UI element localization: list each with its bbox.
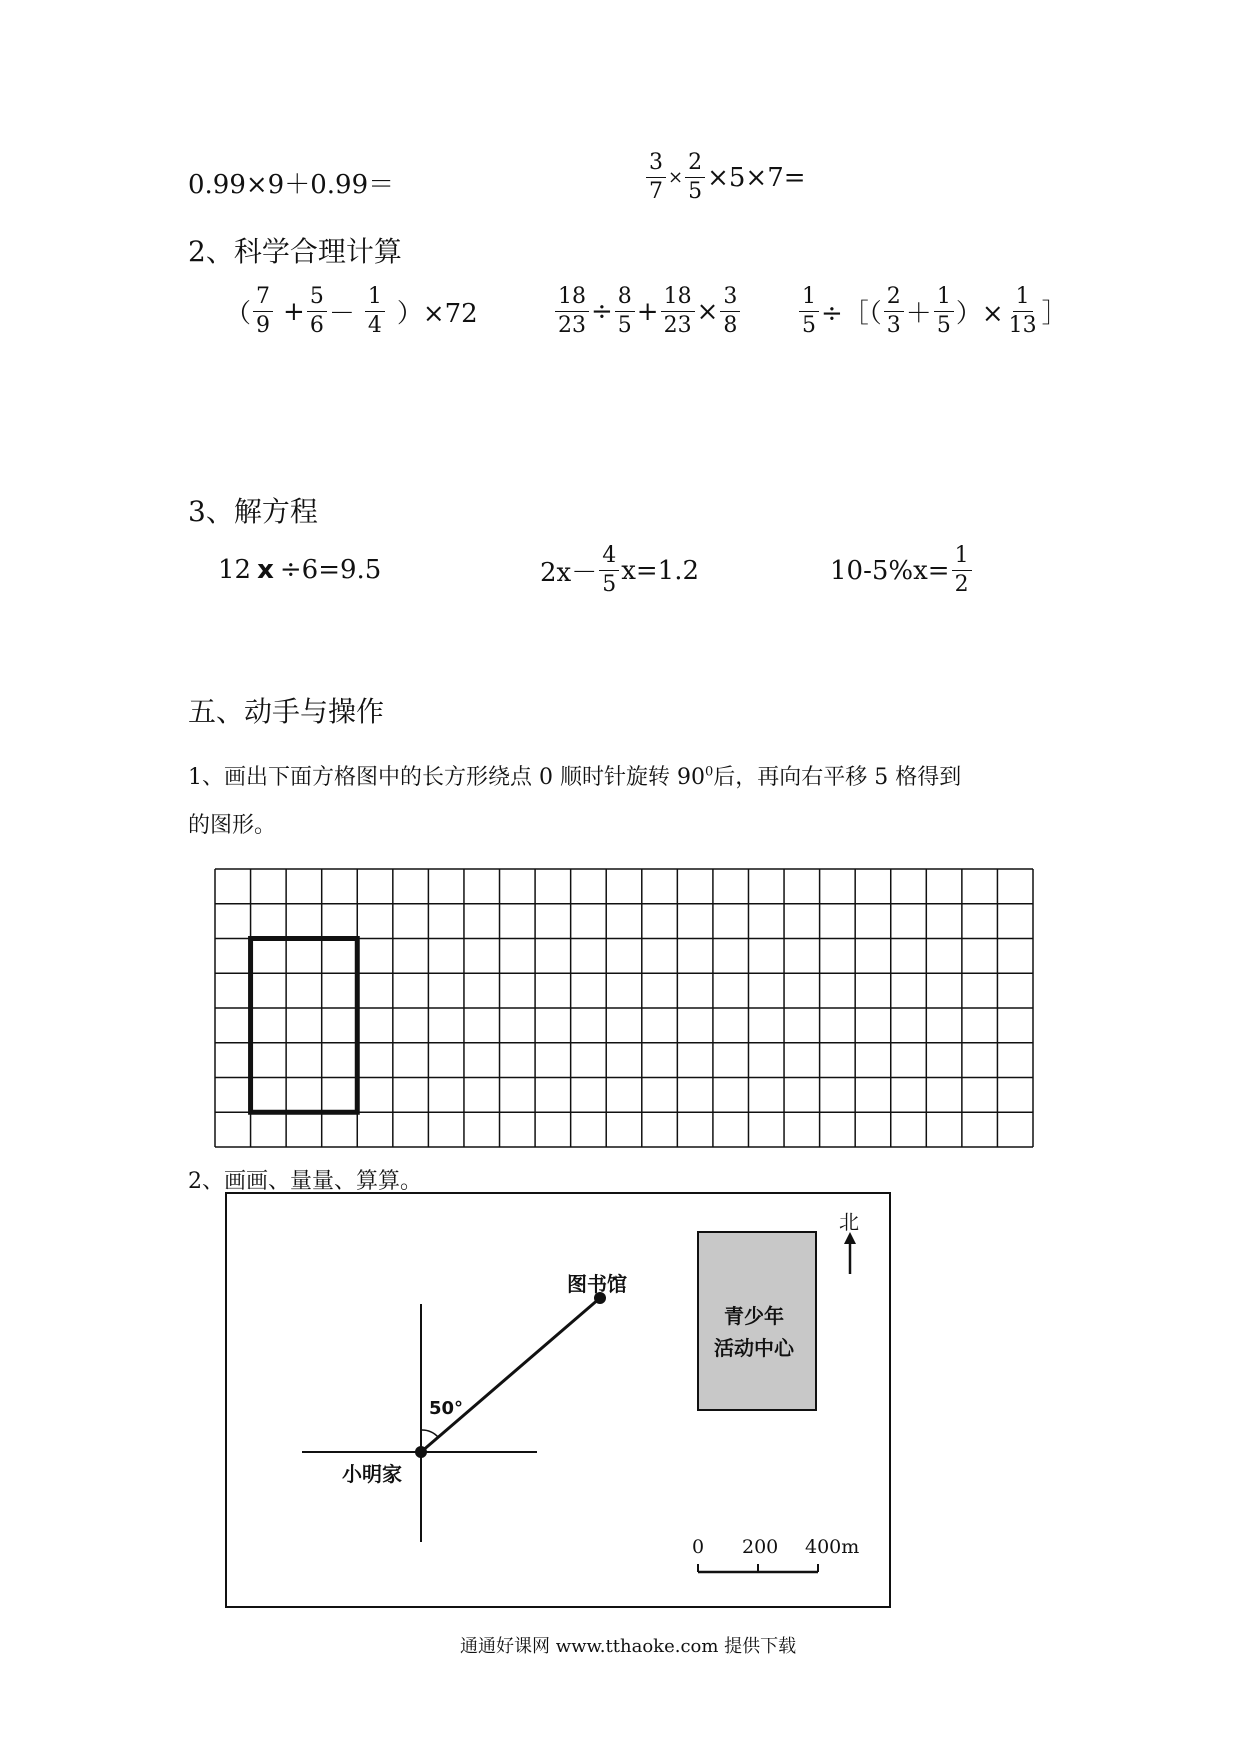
youth-center-label-2: 活动中心 bbox=[714, 1336, 794, 1360]
fraction: $\frac{3}{7}$ bbox=[646, 152, 666, 203]
fraction: $\frac{1}{5}$ bbox=[799, 286, 819, 337]
scale-label-200: 200 bbox=[742, 1536, 779, 1558]
youth-center-label-1: 青少年 bbox=[724, 1304, 784, 1328]
fraction: $\frac{18}{23}$ bbox=[555, 286, 589, 337]
map-frame bbox=[225, 1192, 891, 1608]
fraction: $\frac{18}{23}$ bbox=[661, 286, 695, 337]
scale-label-0: 0 bbox=[692, 1536, 705, 1558]
fraction: $\frac{1}{2}$ bbox=[952, 545, 972, 596]
section-5-title: 五、动手与操作 bbox=[188, 695, 385, 728]
angle-label: 50° bbox=[429, 1398, 464, 1419]
home-label: 小明家 bbox=[342, 1462, 402, 1486]
equation-3: 10-5%x= $\frac{1}{2}$ bbox=[830, 545, 974, 596]
fraction: $\frac{3}{8}$ bbox=[720, 286, 740, 337]
equation-2: 2x－ $\frac{4}{5}$ x=1.2 bbox=[540, 543, 700, 597]
footer-text: 通通好课网 www.tthaoke.com 提供下载 bbox=[460, 1636, 797, 1657]
fraction: $\frac{2}{5}$ bbox=[685, 152, 705, 203]
question-1-text-line2: 的图形。 bbox=[188, 813, 277, 838]
fraction: $\frac{8}{5}$ bbox=[615, 286, 635, 337]
equation-1: 12 x ÷6=9.5 bbox=[218, 555, 382, 585]
calc-expr-1: 0.99×9＋0.99＝ bbox=[188, 170, 395, 200]
calc-expr-2: $\frac{3}{7}$ × $\frac{2}{5}$ ×5×7= bbox=[644, 152, 806, 203]
fraction: $\frac{1}{13}$ bbox=[1008, 284, 1037, 338]
map-lines bbox=[227, 1194, 889, 1606]
problem-2-1: （ $\frac{7}{9}$ + $\frac{5}{6}$ － $\frac{1}{4}$ ）×72 bbox=[225, 284, 478, 338]
angle-arc bbox=[421, 1430, 438, 1437]
route-line bbox=[421, 1298, 600, 1452]
section-3-title: 3、解方程 bbox=[188, 495, 318, 528]
home-point bbox=[415, 1446, 427, 1458]
fraction: $\frac{5}{6}$ bbox=[307, 286, 327, 337]
north-label: 北 bbox=[839, 1210, 859, 1234]
fraction: $\frac{1}{5}$ bbox=[934, 286, 954, 337]
fraction: $\frac{1}{4}$ bbox=[365, 286, 385, 337]
problem-2-3: $\frac{1}{5}$ ÷［（ $\frac{2}{3}$ ＋ $\frac{1}{5}$ ）× $\frac{1}{13}$ ］ bbox=[797, 286, 1068, 337]
fraction: $\frac{4}{5}$ bbox=[599, 545, 619, 596]
rectangle-shape bbox=[251, 939, 358, 1113]
question-2-title: 2、画画、量量、算算。 bbox=[188, 1169, 422, 1194]
fraction: $\frac{7}{9}$ bbox=[253, 286, 273, 337]
fraction: $\frac{2}{3}$ bbox=[884, 286, 904, 337]
library-label: 图书馆 bbox=[567, 1272, 627, 1296]
square-grid bbox=[212, 866, 1036, 1150]
problem-2-2: $\frac{18}{23}$ ÷ $\frac{8}{5}$ + $\frac{18}{23}$ × $\frac{3}{8}$ bbox=[553, 286, 742, 337]
scale-label-400m: 400m bbox=[805, 1536, 860, 1558]
question-1-text: 1、画出下面方格图中的长方形绕点 0 顺时针旋转 $90^0$后，再向右平移 5 格得到 bbox=[188, 764, 962, 790]
section-2-title: 2、科学合理计算 bbox=[188, 235, 402, 268]
